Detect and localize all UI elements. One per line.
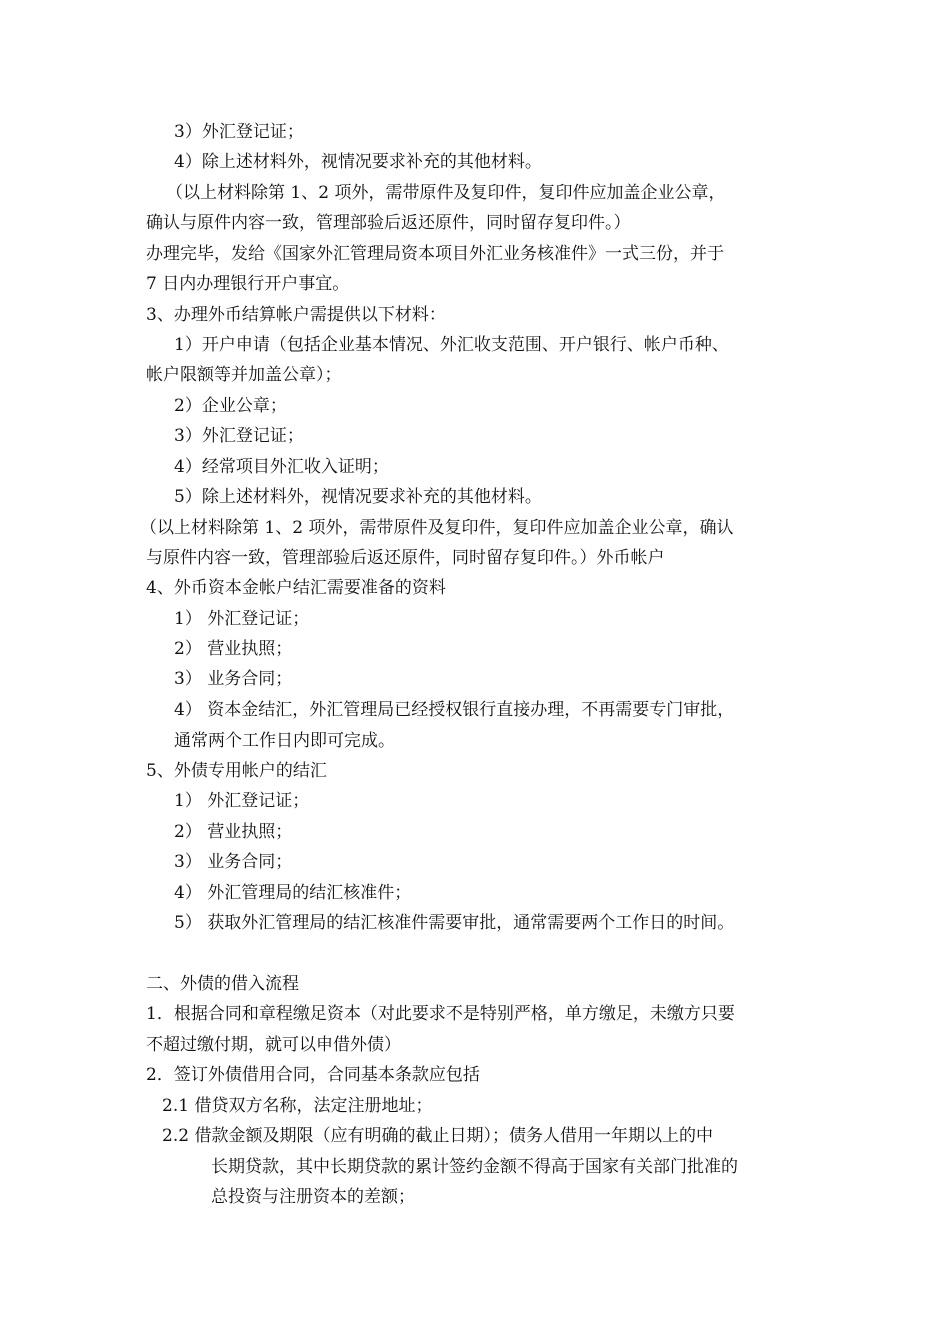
text-line: 4）经常项目外汇收入证明； [174,457,389,477]
text-line: 4） 资本金结汇，外汇管理局已经授权银行直接办理，不再需要专门审批， [174,700,735,720]
text-line: 2．签订外债借用合同，合同基本条款应包括 [146,1065,480,1085]
text-line: 1）开户申请（包括企业基本情况、外汇收支范围、开户银行、帐户币种、 [174,335,729,355]
text-line: 7 日内办理银行开户事宜。 [146,274,350,294]
text-line: 不超过缴付期，就可以申借外债） [146,1035,401,1055]
text-line: 2.2 借款金额及期限（应有明确的截止日期）；债务人借用一年期以上的中 [162,1126,713,1146]
text-line: 3）外汇登记证； [174,122,304,142]
text-line: 4）除上述材料外，视情况要求补充的其他材料。 [174,152,542,172]
text-line: 通常两个工作日内即可完成。 [174,731,395,751]
text-line: 3）外汇登记证； [174,426,304,446]
text-line: （以上材料除第 1、2 项外，需带原件及复印件，复印件应加盖企业公章， [166,183,726,203]
text-line: 5）除上述材料外，视情况要求补充的其他材料。 [174,487,542,507]
text-line: 3） 业务合同； [174,669,293,689]
text-line: 与原件内容一致，管理部验后返还原件，同时留存复印件。）外币帐户 [146,548,665,568]
text-line: 1） 外汇登记证； [174,609,310,629]
text-line: 帐户限额等并加盖公章）； [146,365,342,385]
text-line: 5） 获取外汇管理局的结汇核准件需要审批，通常需要两个工作日的时间。 [174,913,735,933]
text-line: 2） 营业执照； [174,822,293,842]
text-line: 长期贷款，其中长期贷款的累计签约金额不得高于国家有关部门批准的 [211,1157,738,1177]
text-line: 总投资与注册资本的差额； [211,1187,415,1207]
text-line: （以上材料除第 1、2 项外，需带原件及复印件，复印件应加盖企业公章，确认 [140,518,734,538]
section-heading: 4、外币资本金帐户结汇需要准备的资料 [146,578,446,598]
text-line: 办理完毕，发给《国家外汇管理局资本项目外汇业务核准件》一式三份，并于 [146,244,724,264]
text-line: 2）企业公章； [174,396,287,416]
section-heading: 3、办理外币结算帐户需提供以下材料： [146,305,446,325]
text-line: 1．根据合同和章程缴足资本（对此要求不是特别严格，单方缴足，未缴方只要 [146,1004,735,1024]
section-heading: 5、外债专用帐户的结汇 [146,761,327,781]
text-line: 2） 营业执照； [174,639,293,659]
text-line: 1） 外汇登记证； [174,791,310,811]
section-heading: 二、外债的借入流程 [146,974,299,994]
text-line: 确认与原件内容一致，管理部验后返还原件，同时留存复印件。） [146,213,631,233]
text-line: 3） 业务合同； [174,852,293,872]
text-line: 4） 外汇管理局的结汇核准件； [174,883,412,903]
text-line: 2.1 借贷双方名称，法定注册地址； [162,1096,433,1116]
